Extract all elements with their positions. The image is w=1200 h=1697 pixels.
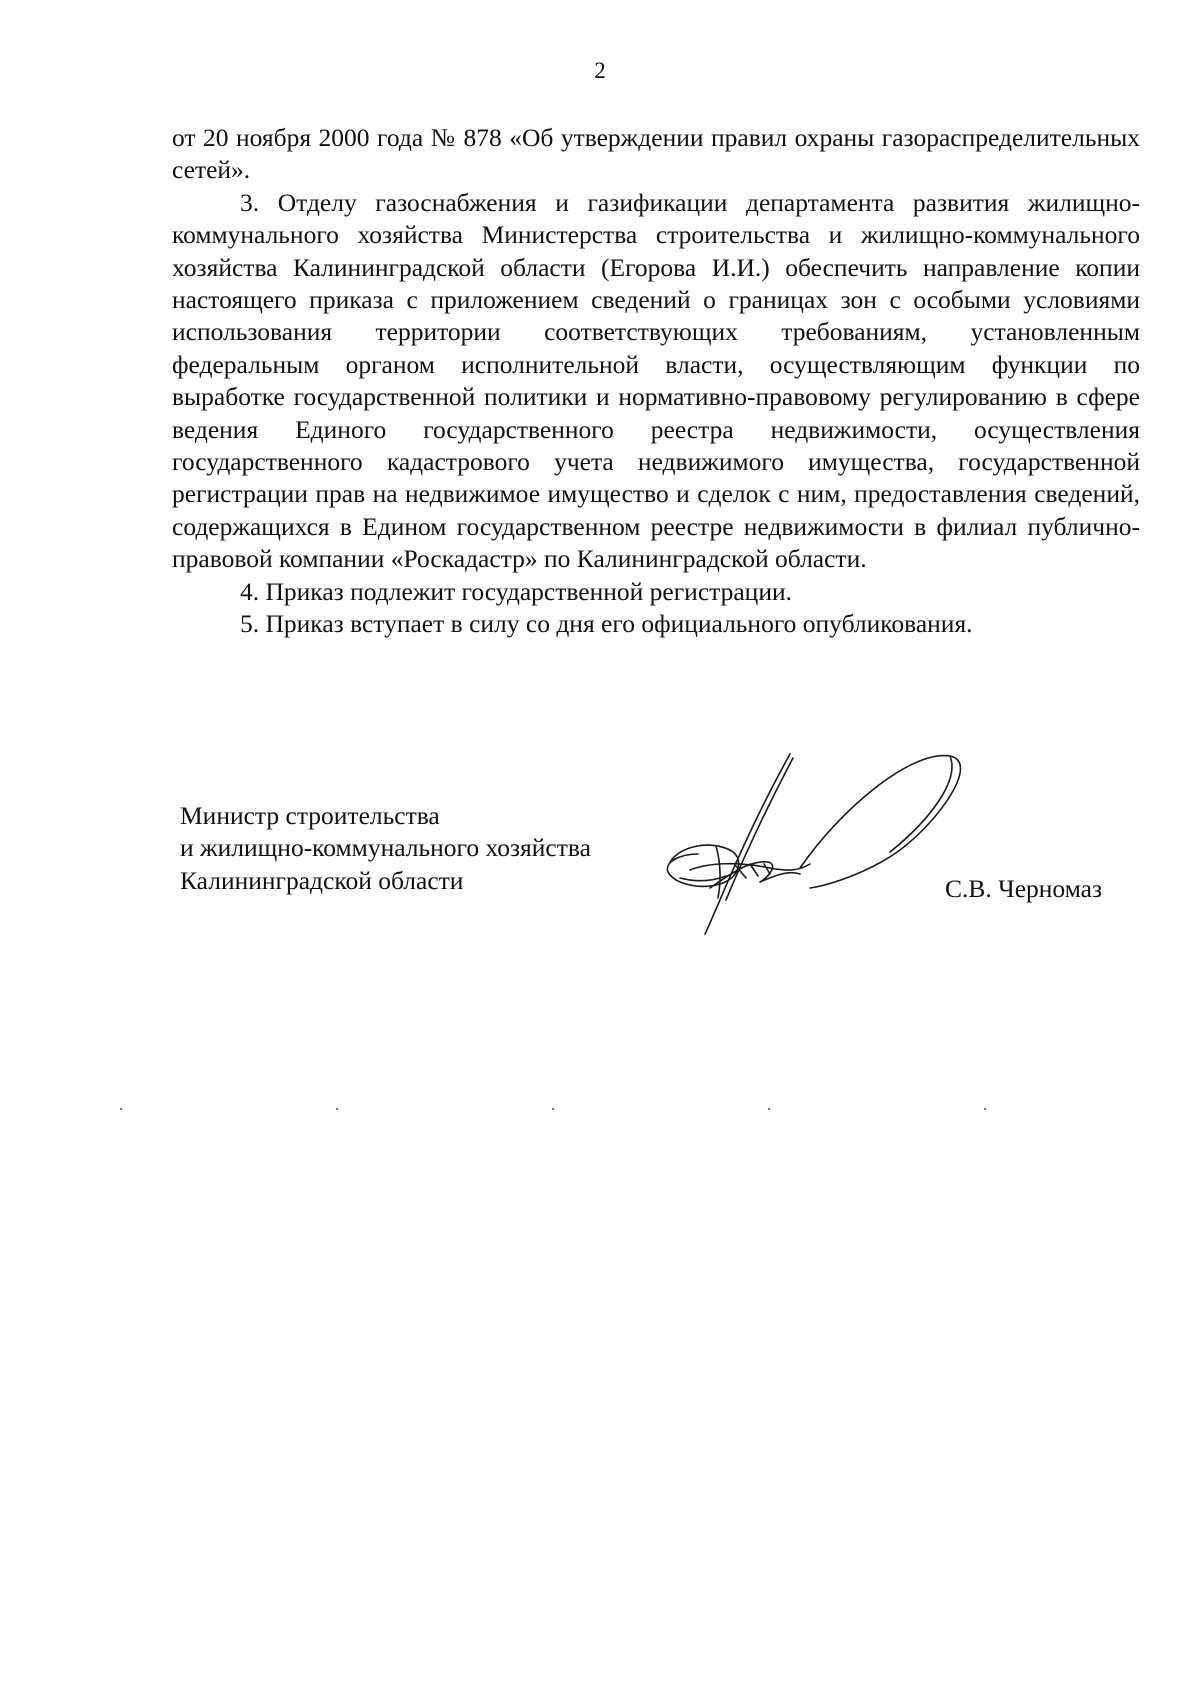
paragraph-item-3: 3. Отделу газоснабжения и газификации департамента развития жилищно-коммунального хозяйства Министерства строительства и жилищно-коммунального хозяйства Калининградской области (Егорова И.И.) обеспечить направление копии настоящего приказа с приложением сведений о границах зон с особыми условиями использования территории соответствующих требованиям, установленным федеральным органом исполнительной власти, осуществляющим функции по выработке государственной политики и нормативно-правовому регулированию в сфере ведения Единого государственного реестра недвижимости, осуществления государственного кадастрового учета недвижимого имущества, государственной регистрации прав на недвижимое имущество и сделок с ним, предоставления сведений, содержащихся в Едином государственном реестре недвижимости в филиал публично-правовой компании «Роскадастр» по Калининградской области. (172, 187, 1140, 574)
page-number: 2 (594, 58, 606, 83)
document-body (172, 122, 1140, 641)
paragraph-item-5: 5. Приказ вступает в силу со дня его официального опубликования. (240, 609, 973, 639)
paragraph-item-4: 4. Приказ подлежит государственной регистрации. (240, 576, 792, 606)
position-line: и жилищно-коммунального хозяйства (180, 833, 591, 863)
signatory-position (180, 800, 591, 897)
scan-dot (336, 1108, 338, 1110)
paragraph-continuation: от 20 ноября 2000 года № 878 «Об утверждении правил охраны газораспределительных сетей». (172, 123, 1140, 185)
position-line: Калининградской области (180, 865, 464, 895)
handwritten-signature (650, 750, 1030, 940)
scan-dot (552, 1108, 554, 1110)
position-line: Министр строительства (180, 801, 440, 830)
scan-dot (984, 1108, 986, 1110)
scan-artifact-dots (0, 1108, 1200, 1114)
signatory-name: С.В. Черномаз (945, 874, 1103, 903)
scan-dot (768, 1108, 770, 1110)
scan-dot (120, 1108, 122, 1110)
